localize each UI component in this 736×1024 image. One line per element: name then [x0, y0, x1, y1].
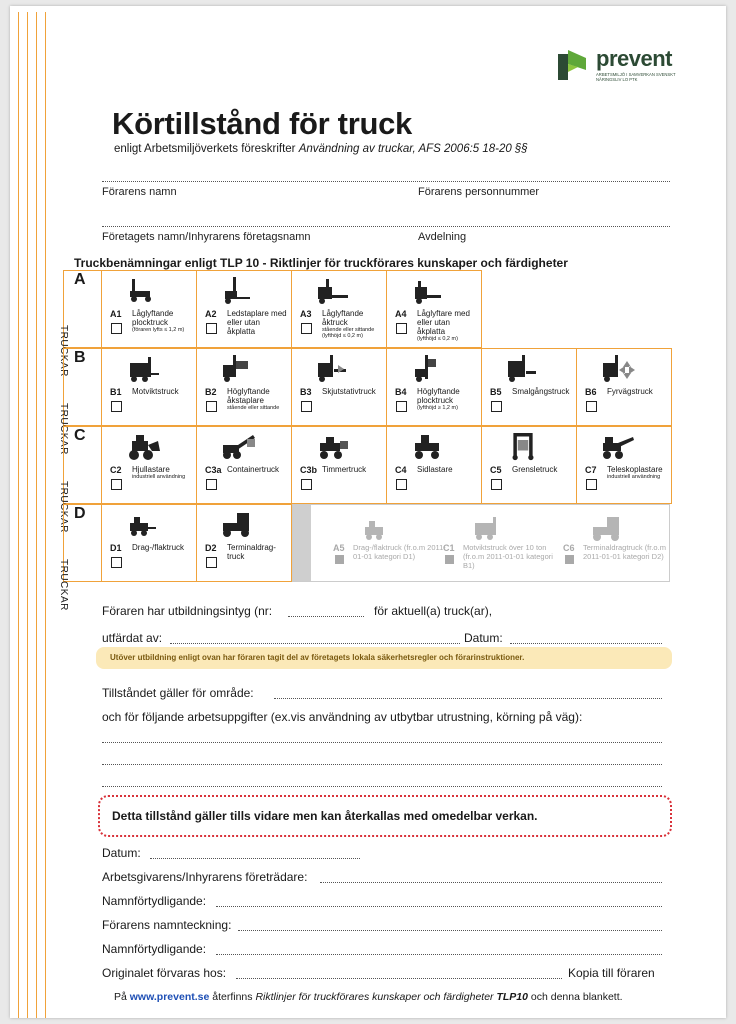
reach-truck-icon [314, 355, 352, 383]
truck-cell [291, 427, 386, 503]
form-page [10, 6, 726, 1018]
driver-printed-name-field[interactable] [216, 954, 662, 955]
footer-title: Riktlinjer för truckförares kunskaper och färdigheter [255, 991, 497, 1003]
truck-name-text: Ledstaplare med eller utan åkplatta [227, 309, 287, 336]
truck-code: A4 [395, 309, 407, 319]
truck-code: C7 [585, 465, 597, 475]
truck-name [607, 387, 669, 396]
order-picker-icon [409, 355, 447, 383]
training-label: Föraren har utbildningsintyg (nr: [102, 604, 273, 618]
legacy-checkbox [445, 555, 454, 564]
sign-date-field[interactable] [150, 858, 360, 859]
logo-wordmark: prevent [596, 46, 672, 71]
truck-name [417, 465, 479, 474]
truck-name [322, 465, 384, 474]
truck-note: (lyfthöjd ≤ 0,2 m) [417, 336, 458, 342]
driver-printed-name-label: Namnförtydligande: [102, 942, 207, 956]
truck-cell [481, 427, 576, 503]
high-lift-stacker-icon [219, 355, 257, 383]
issued-by-label: utfärdat av: [102, 631, 163, 645]
row-letter: C [74, 427, 86, 444]
truck-code: C5 [490, 465, 502, 475]
truck-name-text: Skjutstativtruck [322, 387, 376, 396]
tow-tractor-icon [359, 515, 399, 541]
legacy-name: Terminaldragtruck (fr.o.m 2011-01-01 kategori D2) [583, 543, 666, 561]
truck-checkbox[interactable] [586, 479, 597, 490]
truck-name-text: Smalgångstruck [512, 387, 570, 396]
margin-line [18, 12, 19, 1018]
original-kept-label: Originalet förvaras hos: [102, 966, 227, 980]
truck-checkbox[interactable] [111, 401, 122, 412]
truck-code: B4 [395, 387, 407, 397]
truck-note: industriell användning [132, 474, 186, 480]
stacker-icon [219, 277, 257, 305]
logo-mark-icon [558, 50, 586, 80]
truck-name [132, 387, 194, 396]
truck-checkbox[interactable] [396, 323, 407, 334]
truck-note: (föraren lyfts ≤ 1,2 m) [132, 327, 185, 333]
truck-cell [101, 271, 196, 347]
truck-checkbox[interactable] [111, 479, 122, 490]
copy-label: Kopia till föraren [568, 966, 655, 980]
truck-cell [196, 349, 291, 425]
truck-name [227, 543, 289, 561]
margin-line [36, 12, 37, 1018]
truck-name-text: Teleskoplastare [607, 465, 663, 474]
truck-note: stående eller sittande (lyfthöjd ≤ 0,2 m) [322, 327, 375, 339]
prevent-logo [558, 46, 698, 88]
truck-name [132, 309, 194, 333]
truck-checkbox[interactable] [206, 557, 217, 568]
truck-name-text: Motviktstruck [132, 387, 179, 396]
area-field[interactable] [274, 698, 662, 699]
legacy-checkbox [565, 555, 574, 564]
truck-code: B2 [205, 387, 217, 397]
truck-code: B1 [110, 387, 122, 397]
truck-note: industriell användning [607, 474, 661, 480]
truck-name-text: Höglyftande åkstaplare [227, 387, 270, 405]
timber-truck-icon [314, 433, 352, 461]
logo-tagline: ARBETSMILJÖ I SAMVERKAN SVENSKT NÄRINGSLIV LO PTK [596, 72, 676, 82]
counterbalance-truck-icon [124, 355, 162, 383]
truck-checkbox[interactable] [586, 401, 597, 412]
truck-name [322, 387, 384, 396]
truck-name-text: Fyrvägstruck [607, 387, 653, 396]
truck-cell [386, 427, 481, 503]
truck-cell [101, 349, 196, 425]
truck-name-text: Höglyftande plocktruck [417, 387, 460, 405]
subtitle-reference: Användning av truckar, AFS 2006:5 18-20 §§ [298, 143, 528, 155]
truck-cell [196, 505, 291, 581]
truck-note: (lyfthöjd ≥ 1,2 m) [417, 405, 458, 411]
legacy-cell [559, 505, 677, 581]
truck-row-b [58, 348, 672, 455]
tasks-label: och för följande arbetsuppgifter (ex.vis användning av utbytbar utrustning, körning på väg): [102, 710, 583, 724]
ride-on-truck-icon [314, 277, 352, 305]
margin-line [45, 12, 46, 1018]
section-heading: Truckbenämningar enligt TLP 10 - Riktlinjer för truckförares kunskaper och färdigheter [74, 256, 568, 270]
truck-name-text: Drag-/flaktruck [132, 543, 185, 552]
driver-id-label: Förarens personnummer [418, 186, 540, 198]
truck-cell [481, 349, 576, 425]
driver-name-label: Förarens namn [102, 186, 177, 198]
legacy-cell [329, 505, 447, 581]
truck-name [227, 309, 289, 336]
side-loader-icon [409, 433, 447, 461]
tasks-field-1[interactable] [102, 742, 662, 743]
truck-checkbox[interactable] [111, 323, 122, 334]
department-label: Avdelning [418, 231, 467, 243]
printed-name-label: Namnförtydligande: [102, 894, 207, 908]
truck-cell [386, 349, 481, 425]
truck-code: C3a [205, 465, 222, 475]
prevent-link[interactable]: www.prevent.se [129, 991, 210, 1003]
employer-label: Arbetsgivarens/Inhyrarens företrädare: [102, 870, 308, 884]
margin-line [27, 12, 28, 1018]
truck-name [322, 309, 384, 339]
truck-code: B5 [490, 387, 502, 397]
truck-checkbox[interactable] [491, 401, 502, 412]
wheel-loader-icon [124, 433, 162, 461]
driver-signature-label: Förarens namnteckning: [102, 918, 232, 932]
truck-cell [196, 271, 291, 347]
truck-name [607, 465, 669, 480]
row-word: TRUCKAR [58, 403, 69, 455]
counterbalance-truck-icon [469, 515, 509, 541]
telehandler-icon [599, 433, 637, 461]
truck-name [512, 465, 574, 474]
footer-prefix: På [114, 991, 130, 1003]
issued-date-field[interactable] [510, 643, 662, 644]
footer-code: TLP10 [496, 991, 528, 1003]
truck-row-a [58, 270, 482, 377]
footer-note [114, 991, 623, 1003]
tasks-field-2[interactable] [102, 764, 662, 765]
terminal-tractor-icon [589, 515, 629, 541]
row-letter: D [74, 505, 86, 522]
low-lifter-icon [409, 277, 447, 305]
truck-name [227, 465, 289, 474]
truck-checkbox[interactable] [206, 479, 217, 490]
truck-code: C3b [300, 465, 318, 475]
truck-name-text: Låglyftande plocktruck [132, 309, 174, 327]
terminal-tractor-icon [219, 511, 257, 539]
truck-cell [101, 427, 196, 503]
area-label: Tillståndet gäller för område: [102, 686, 254, 700]
truck-code: C4 [395, 465, 407, 475]
truck-name [132, 543, 194, 552]
legacy-categories [292, 504, 670, 582]
truck-code: B3 [300, 387, 312, 397]
truck-note: stående eller sittande [227, 405, 280, 411]
truck-row-c [58, 426, 672, 533]
container-handler-icon [219, 433, 257, 461]
company-label: Företagets namn/Inhyrarens företagsnamn [102, 231, 311, 243]
truck-cell [101, 505, 196, 581]
company-field[interactable] [102, 226, 670, 227]
truck-code: A1 [110, 309, 122, 319]
truck-checkbox[interactable] [206, 323, 217, 334]
footer-middle: återfinns [209, 991, 256, 1003]
truck-code: B6 [585, 387, 597, 397]
straddle-carrier-icon [504, 433, 542, 461]
truck-checkbox[interactable] [206, 401, 217, 412]
truck-checkbox[interactable] [396, 401, 407, 412]
legacy-cell [439, 505, 557, 581]
truck-name-text: Låglyftande åktruck [322, 309, 364, 327]
truck-name [417, 387, 479, 411]
truck-name-text: Sidlastare [417, 465, 453, 474]
truck-checkbox[interactable] [396, 479, 407, 490]
truck-cell [576, 349, 671, 425]
original-kept-field[interactable] [236, 978, 562, 979]
truck-code: C2 [110, 465, 122, 475]
truck-code: A3 [300, 309, 312, 319]
certificate-number-field[interactable] [288, 616, 364, 617]
truck-checkbox[interactable] [301, 323, 312, 334]
truck-cell [196, 427, 291, 503]
truck-cell [291, 271, 386, 347]
truck-name-text: Hjullastare [132, 465, 170, 474]
row-word: TRUCKAR [58, 559, 69, 611]
legacy-checkbox [335, 555, 344, 564]
truck-checkbox[interactable] [491, 479, 502, 490]
truck-name [417, 309, 479, 342]
page-title: Körtillstånd för truck [112, 106, 412, 141]
issued-date-label: Datum: [464, 631, 503, 645]
truck-cell [386, 271, 481, 347]
page-subtitle [114, 143, 528, 155]
legacy-name: Drag-/flaktruck (fr.o.m 2011-01-01 kategori D1) [353, 543, 446, 561]
truck-name-text: Timmertruck [322, 465, 367, 474]
truck-checkbox[interactable] [111, 557, 122, 568]
truck-checkbox[interactable] [301, 401, 312, 412]
local-rules-text: Utöver utbildning enligt ovan har föraren tagit del av företagets lokala säkerhetsregler och förarinstruktioner. [110, 653, 525, 662]
legacy-code: C6 [563, 543, 575, 553]
revocation-notice [98, 795, 672, 837]
tow-tractor-icon [124, 511, 162, 539]
truck-name-text: Låglyftare med eller utan åkplatta [417, 309, 470, 336]
truck-code: D1 [110, 543, 122, 553]
row-word: TRUCKAR [58, 481, 69, 533]
driver-signature-field[interactable] [238, 930, 662, 931]
truck-name [512, 387, 574, 396]
legacy-name: Motviktstruck över 10 ton (fr.o.m 2011-01-01 kategori B1) [463, 543, 553, 570]
truck-checkbox[interactable] [301, 479, 312, 490]
employer-field[interactable] [320, 882, 662, 883]
pallet-truck-icon [124, 277, 162, 305]
driver-name-field[interactable] [102, 181, 670, 182]
subtitle-prefix: enligt Arbetsmiljöverkets föreskrifter [114, 143, 299, 155]
training-suffix: för aktuell(a) truck(ar), [374, 604, 493, 618]
truck-code: A2 [205, 309, 217, 319]
truck-name-text: Grensletruck [512, 465, 558, 474]
truck-name [227, 387, 289, 411]
revocation-text: Detta tillstånd gäller tills vidare men kan återkallas med omedelbar verkan. [112, 809, 538, 823]
legacy-code: A5 [333, 543, 345, 553]
truck-name [132, 465, 194, 480]
legacy-strip [293, 505, 311, 581]
truck-cell [291, 349, 386, 425]
issued-by-field[interactable] [170, 643, 460, 644]
row-letter: A [74, 271, 86, 288]
truck-name-text: Containertruck [227, 465, 280, 474]
four-way-truck-icon [599, 355, 637, 383]
narrow-aisle-truck-icon [504, 355, 542, 383]
row-word: TRUCKAR [58, 325, 69, 377]
local-rules-notice [96, 647, 672, 669]
tasks-field-3[interactable] [102, 786, 662, 787]
row-letter: B [74, 349, 86, 366]
truck-code: D2 [205, 543, 217, 553]
truck-cell [576, 427, 671, 503]
footer-suffix: och denna blankett. [527, 991, 623, 1003]
truck-name-text: Terminaldrag-truck [227, 543, 276, 561]
legacy-code: C1 [443, 543, 455, 553]
printed-name-field[interactable] [216, 906, 662, 907]
sign-date-label: Datum: [102, 846, 141, 860]
